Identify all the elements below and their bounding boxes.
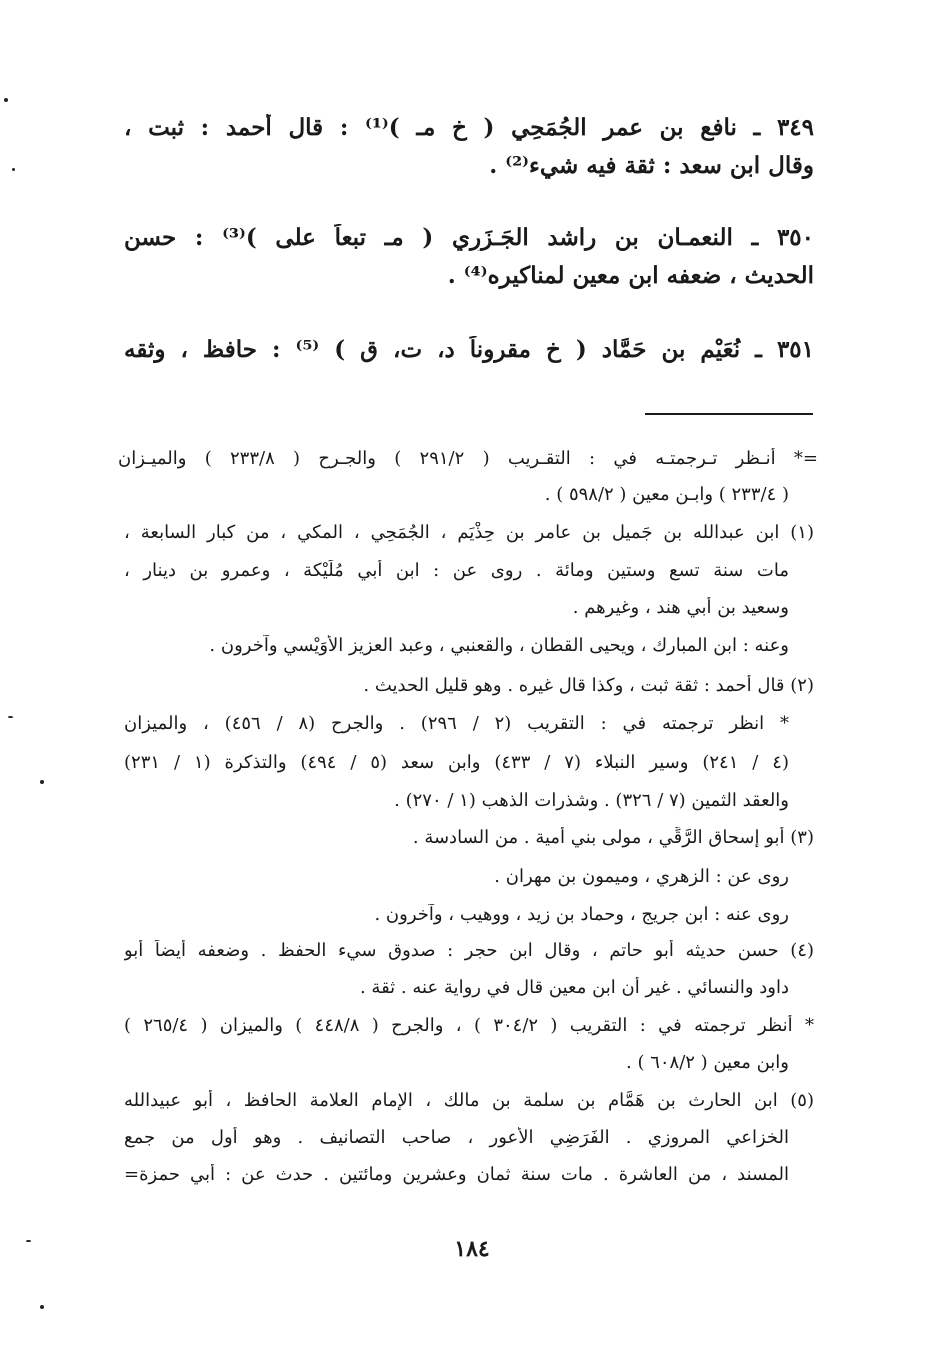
entry-350-line-2: الحديث ، ضعفه ابن معين لمناكيره⁽⁴⁾ .	[447, 262, 814, 289]
footnote-4-line: * أنظر ترجمته في : التقريب ( ٣٠٤/٢ ) ، والجرح ( ٤٤٨/٨ ) والميزان ( ٢٦٥/٤ )	[124, 1015, 814, 1036]
footnote-1-line: (١) ابن عبدالله بن جَميل بن عامر بن حِذْيَم ، الجُمَحِي ، المكي ، من كبار السابعة ،	[124, 522, 814, 543]
footnote-separator	[645, 413, 813, 415]
footnote-4-line: وابن معين ( ٦٠٨/٢ ) .	[626, 1052, 789, 1073]
footnote-line: ( ٢٣٣/٤ ) وابـن معين ( ٥٩٨/٢ ) .	[544, 484, 789, 505]
footnote-4-line: داود والنسائي . غير أن ابن معين قال في رواية عنه . ثقة .	[359, 977, 789, 998]
footnote-line: =* أنـظر تـرجمتـه في : التقـريب ( ٢٩١/٢ ) والجـرح ( ٢٣٣/٨ ) والميـزان	[118, 448, 818, 469]
scan-speck	[40, 780, 44, 784]
footnote-2-line: (٤ / ٢٤١) وسير النبلاء (٧ / ٤٣٣) وابن سعد (٥ / ٤٩٤) والتذكرة (١ / ٢٣١)	[124, 752, 789, 773]
entry-349-line-1: ٣٤٩ ـ نافع بن عمر الجُمَحِي ( خ مـ )⁽¹⁾ : قال أحمد : ثبت ،	[124, 114, 814, 141]
scan-speck	[40, 1305, 44, 1309]
footnote-5-line: الخزاعي المروزي . الفَرَضِي الأعور ، صاحب التصانيف . وهو أول من جمع	[124, 1127, 789, 1148]
footnote-2-line: * انظر ترجمته في : التقريب (٢ / ٢٩٦) . والجرح (٨ / ٤٥٦) ، والميزان	[124, 713, 789, 734]
footnote-3-line: روى عن : الزهري ، وميمون بن مهران .	[494, 866, 789, 887]
scan-speck	[12, 168, 15, 171]
footnote-2-line: والعقد الثمين (٧ / ٣٢٦) . وشذرات الذهب (١ / ٢٧٠) .	[394, 790, 789, 811]
footnote-1-line: مات سنة تسع وستين ومائة . روى عن : ابن أبي مُلَيْكة ، وعمرو بن دينار ،	[124, 560, 789, 581]
footnote-5-line: (٥) ابن الحارث بن هَمَّام بن سلمة بن مالك ، الإمام العلامة الحافظ ، أبو عبيدالله	[124, 1090, 814, 1111]
entry-351-line-1: ٣٥١ ـ نُعَيْم بن حَمَّاد ( خ مقروناً د، ت، ق ) ⁽⁵⁾ : حافظ ، وثقه	[124, 336, 814, 363]
entry-350-line-1: ٣٥٠ ـ النعمـان بن راشد الجَـزَرِي ( مـ تبعاً على )⁽³⁾ : حسن	[124, 224, 814, 251]
footnote-2-line: (٢) قال أحمد : ثقة ثبت ، وكذا قال غيره . وهو قليل الحديث .	[363, 675, 814, 696]
footnote-3-line: روى عنه : ابن جريج ، وحماد بن زيد ، ووهيب ، وآخرون .	[374, 904, 789, 925]
footnote-3-line: (٣) أبو إسحاق الرَّقِّي ، مولى بني أمية . من السادسة .	[412, 827, 814, 848]
page-number: ١٨٤	[454, 1236, 490, 1262]
scan-speck	[8, 716, 13, 718]
scan-speck	[4, 98, 8, 102]
footnote-4-line: (٤) حسن حديثه أبو حاتم ، وقال ابن حجر : صدوق سيء الحفظ . وضعفه أيضاً أبو	[124, 940, 814, 961]
footnote-1-line: وعنه : ابن المبارك ، ويحيى القطان ، والقعنبي ، وعبد العزيز الأُوَيْسي وآخرون .	[209, 635, 789, 656]
footnote-1-line: وسعيد بن أبي هند ، وغيرهم .	[572, 597, 789, 618]
entry-349-line-2: وقال ابن سعد : ثقة فيه شيء⁽²⁾ .	[489, 152, 814, 179]
footnote-5-line: المسند ، من العاشرة . مات سنة ثمان وعشرين ومائتين . حدث عن : أبي حمزة=	[124, 1164, 789, 1185]
